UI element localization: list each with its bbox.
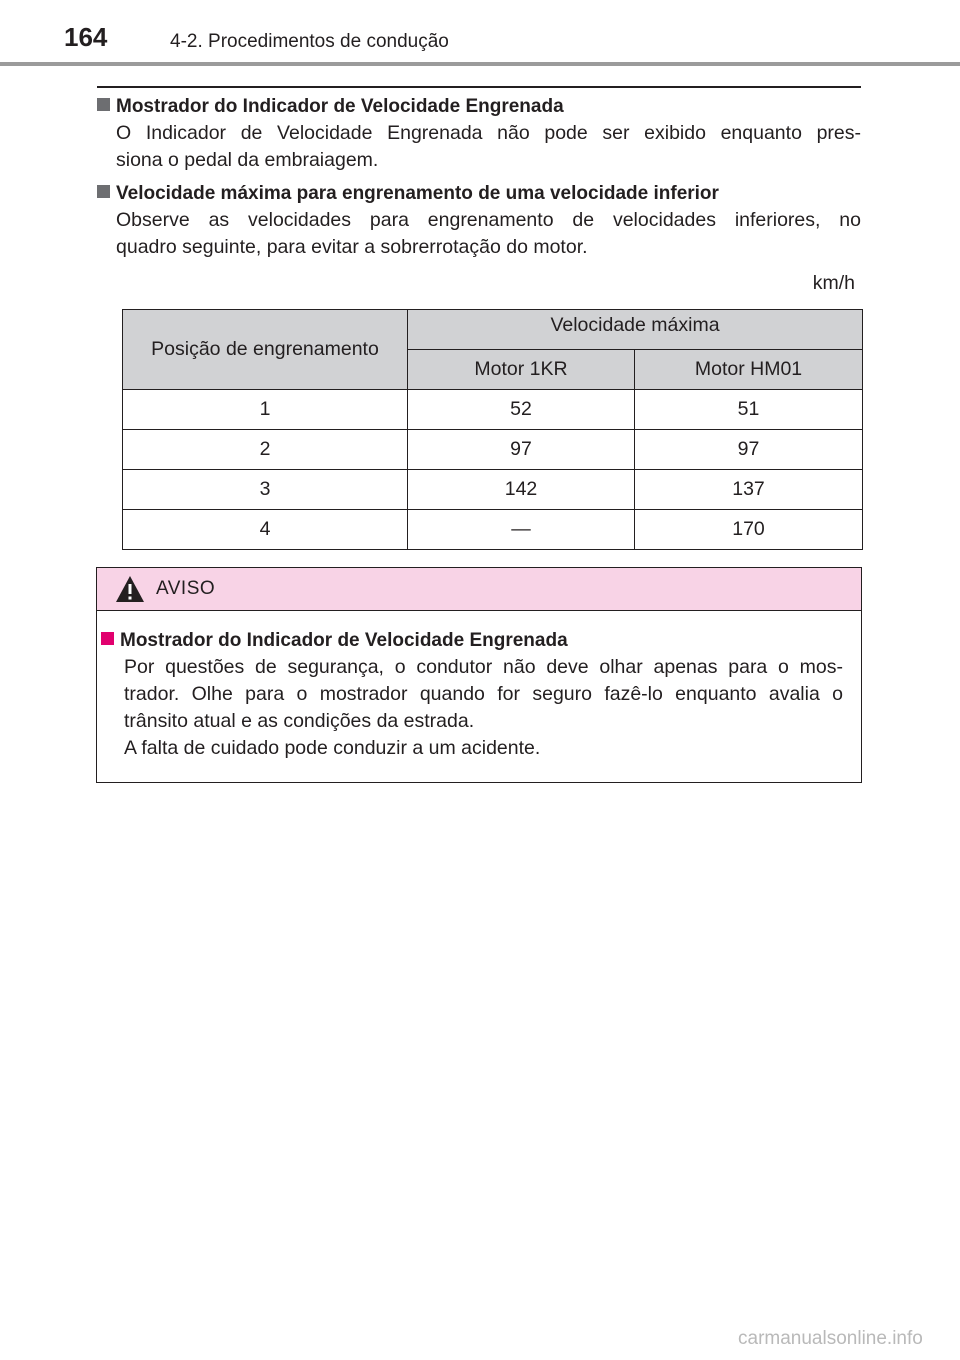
warning-heading: Mostrador do Indicador de Velocidade Engrenada [101, 628, 843, 654]
warning-text: Por questões de segurança, o condutor não deve olhar apenas para o mos- trador. Olhe para o mostrador quando for seguro fazê-lo enquanto avalia o trânsito atual e as condições da estrada. A falta de cuidado pode conduzir a um acidente. [124, 656, 843, 759]
cell-hm01: 170 [635, 510, 863, 550]
cell-1kr: 52 [408, 390, 635, 430]
table-row [123, 390, 863, 430]
table-row [123, 470, 863, 510]
warning-box [96, 567, 862, 783]
col-header-1kr: Motor 1KR [408, 350, 635, 390]
section-heading: Velocidade máxima para engrenamento de uma velocidade inferior [97, 181, 861, 207]
square-bullet-icon [97, 185, 110, 198]
cell-gear: 1 [123, 390, 408, 430]
table-row [123, 510, 863, 550]
section-gear-indicator [97, 94, 861, 174]
cell-hm01: 51 [635, 390, 863, 430]
section-max-speed [97, 181, 861, 261]
cell-1kr: — [408, 510, 635, 550]
col-header-gear: Posição de engrenamento [123, 310, 408, 390]
warning-triangle-icon [115, 575, 145, 603]
cell-1kr: 97 [408, 430, 635, 470]
page-number: 164 [64, 22, 108, 52]
col-header-max-speed: Velocidade máxima [408, 310, 863, 350]
cell-hm01: 137 [635, 470, 863, 510]
square-bullet-icon [97, 98, 110, 111]
cell-gear: 4 [123, 510, 408, 550]
col-header-hm01: Motor HM01 [635, 350, 863, 390]
speed-table [122, 309, 863, 550]
section-heading: Mostrador do Indicador de Velocidade Engrenada [97, 94, 861, 120]
table-row [123, 430, 863, 470]
watermark: carmanualsonline.info [738, 1328, 923, 1349]
warning-body [97, 611, 861, 762]
unit-label: km/h [812, 272, 855, 294]
cell-gear: 3 [123, 470, 408, 510]
cell-1kr: 142 [408, 470, 635, 510]
page-header [0, 0, 960, 68]
section-body: Observe as velocidades para engrenamento de velocidades inferiores, no quadro seguinte, para evitar a sobrerrotação do motor. [116, 209, 861, 258]
cell-hm01: 97 [635, 430, 863, 470]
warning-title: AVISO [156, 578, 216, 599]
section-body: O Indicador de Velocidade Engrenada não pode ser exibido enquanto pres- siona o pedal da embraiagem. [116, 122, 861, 171]
top-divider [97, 86, 861, 88]
cell-gear: 2 [123, 430, 408, 470]
section-title: 4-2. Procedimentos de condução [170, 31, 449, 52]
header-rule [0, 62, 960, 66]
square-bullet-icon [101, 632, 114, 645]
warning-header [97, 568, 861, 611]
